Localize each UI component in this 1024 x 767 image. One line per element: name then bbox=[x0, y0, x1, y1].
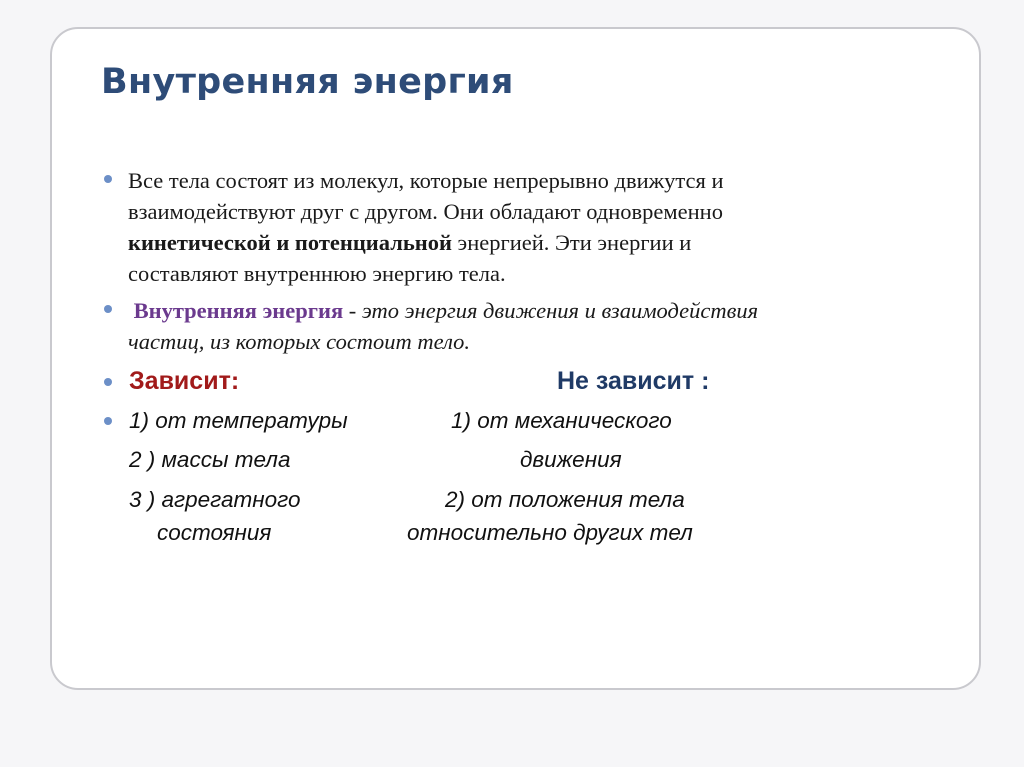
bullet-dot-icon bbox=[104, 378, 112, 386]
bold-phrase: кинетической и потенциальной bbox=[128, 230, 452, 255]
paragraph-line: Все тела состоят из молекул, которые непрерывно движутся и bbox=[128, 168, 724, 193]
definition-line: частиц, из которых состоит тело. bbox=[128, 329, 471, 354]
definition-line bbox=[128, 295, 928, 326]
depends-item: 3 ) агрегатного bbox=[129, 487, 301, 512]
definition-paragraph bbox=[128, 295, 928, 357]
slide-title: Внутренняя энергия bbox=[101, 62, 514, 102]
definition-text: это энергия движения и взаимодействия bbox=[361, 298, 759, 323]
not-depends-item: относительно других тел bbox=[407, 520, 693, 545]
depends-item: 2 ) массы тела bbox=[129, 447, 291, 472]
not-depends-item: движения bbox=[520, 447, 622, 472]
depends-item: состояния bbox=[157, 520, 272, 545]
bullet-dot-icon bbox=[104, 305, 112, 313]
not-depends-item: 2) от положения тела bbox=[445, 487, 685, 512]
bullet-dot-icon bbox=[104, 175, 112, 183]
slide-frame bbox=[50, 27, 981, 690]
dash-separator: - bbox=[343, 298, 362, 323]
paragraph-text: энергией. Эти энергии и bbox=[451, 230, 692, 255]
not-depends-item: 1) от механического bbox=[451, 408, 672, 433]
paragraph-molecules bbox=[128, 165, 928, 289]
term-internal-energy: Внутренняя энергия bbox=[133, 298, 344, 323]
depends-item: 1) от температуры bbox=[129, 408, 348, 433]
not-depends-label: Не зависит : bbox=[557, 367, 710, 395]
paragraph-line: составляют внутреннюю энергию тела. bbox=[128, 261, 506, 286]
bullet-dot-icon bbox=[104, 417, 112, 425]
paragraph-line bbox=[128, 227, 928, 258]
paragraph-line: взаимодействуют друг с другом. Они обладают одновременно bbox=[128, 199, 723, 224]
depends-label: Зависит: bbox=[129, 367, 240, 395]
